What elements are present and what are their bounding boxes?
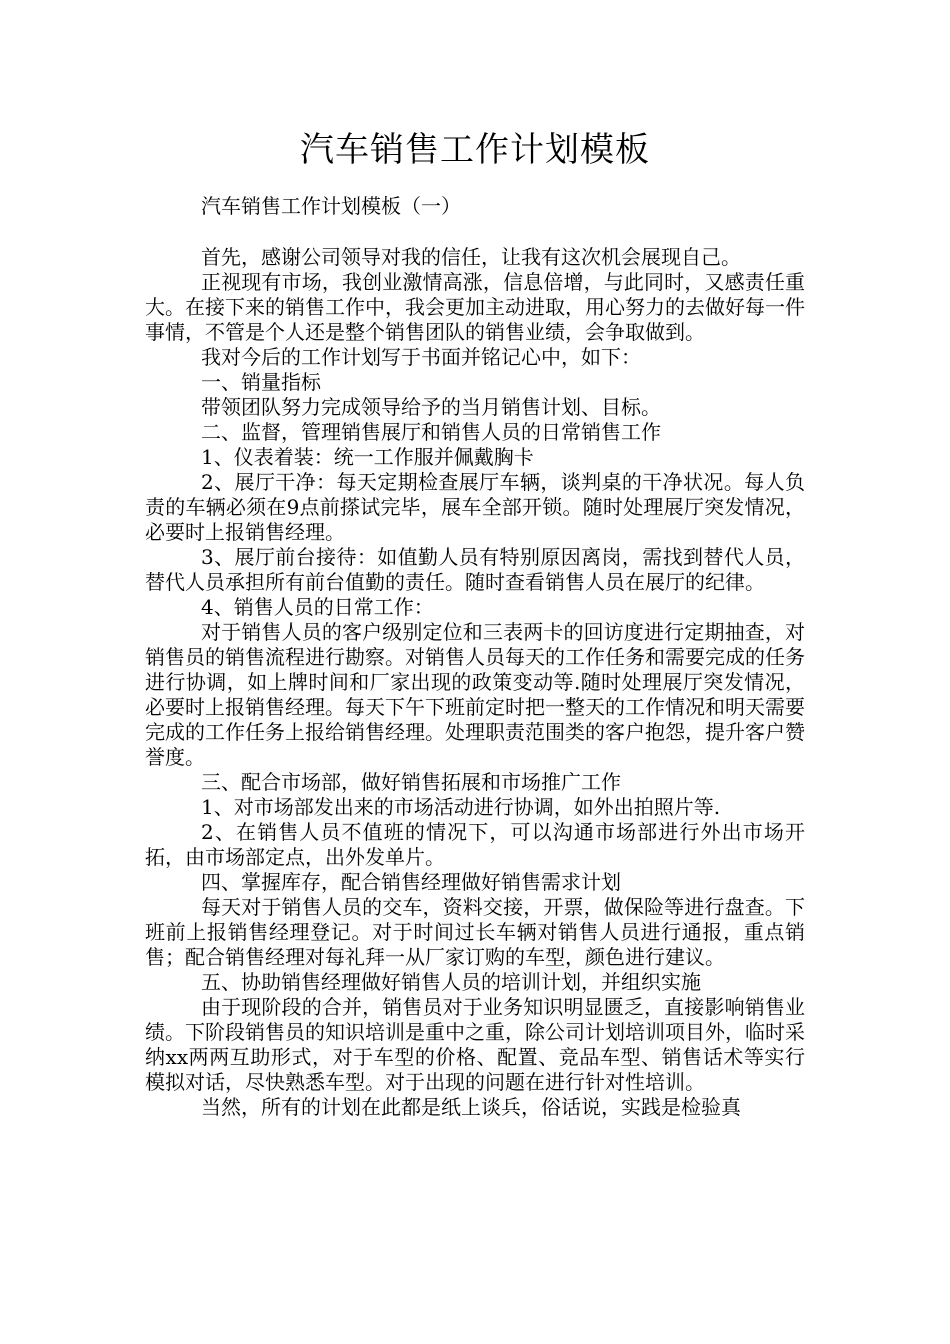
- list-item: 2、在销售人员不值班的情况下，可以沟通市场部进行外出市场开拓，由市场部定点，出外发单片。: [145, 820, 805, 869]
- list-item: 1、仪表着装：统一工作服并佩戴胸卡: [201, 445, 534, 469]
- document-body: [145, 245, 805, 1120]
- list-item: 3、展厅前台接待：如值勤人员有特别原因离岗，需找到替代人员，替代人员承担所有前台值勤的责任。随时查看销售人员在展厅的纪律。: [145, 545, 805, 594]
- paragraph: 首先，感谢公司领导对我的信任，让我有这次机会展现自己。: [201, 245, 741, 269]
- paragraph: 我对今后的工作计划写于书面并铭记心中，如下：: [201, 345, 641, 369]
- paragraph: 由于现阶段的合并，销售员对于业务知识明显匮乏，直接影响销售业绩。下阶段销售员的知识培训是重中之重，除公司计划培训项目外，临时采纳xx两两互助形式，对于车型的价格、配置、竞品车型、销售话术等实行模拟对话，尽快熟悉车型。对于出现的问题在进行针对性培训。: [145, 995, 805, 1094]
- list-item: 2、展厅干净：每天定期检查展厅车辆，谈判桌的干净状况。每人负责的车辆必须在9点前搽试完毕，展车全部开锁。随时处理展厅突发情况，必要时上报销售经理。: [145, 470, 805, 544]
- paragraph: 正视现有市场，我创业激情高涨，信息倍增，与此同时，又感责任重大。在接下来的销售工作中，我会更加主动进取，用心努力的去做好每一件事情，不管是个人还是整个销售团队的销售业绩，会争取做到。: [145, 270, 805, 344]
- section-heading: 三、配合市场部，做好销售拓展和市场推广工作: [201, 770, 621, 794]
- section-heading: 二、监督，管理销售展厅和销售人员的日常销售工作: [201, 420, 661, 444]
- section-heading: 五、协助销售经理做好销售人员的培训计划，并组织实施: [201, 970, 701, 994]
- paragraph: 每天对于销售人员的交车，资料交接，开票，做保险等进行盘查。下班前上报销售经理登记。对于时间过长车辆对销售人员进行通报，重点销售；配合销售经理对每礼拜一从厂家订购的车型，颜色进行建议。: [145, 895, 805, 969]
- paragraph: 当然，所有的计划在此都是纸上谈兵，俗话说，实践是检验真: [201, 1095, 741, 1119]
- document-title: 汽车销售工作计划模板: [300, 130, 650, 170]
- list-item: 1、对市场部发出来的市场活动进行协调，如外出拍照片等.: [201, 795, 721, 819]
- document-page: [145, 125, 805, 1120]
- document-subtitle: 汽车销售工作计划模板（一）: [201, 194, 461, 218]
- paragraph: 对于销售人员的客户级别定位和三表两卡的回访度进行定期抽查，对销售员的销售流程进行勘察。对销售人员每天的工作任务和需要完成的任务进行协调，如上牌时间和厂家出现的政策变动等.随时处理展厅突发情况，必要时上报销售经理。每天下午下班前定时把一整天的工作情况和明天需要完成的工作任务上报给销售经理。处理职责范围类的客户抱怨，提升客户赞誉度。: [145, 620, 805, 769]
- paragraph: 带领团队努力完成领导给予的当月销售计划、目标。: [201, 395, 661, 419]
- section-heading: 四、掌握库存，配合销售经理做好销售需求计划: [201, 870, 621, 894]
- section-heading: 一、销量指标: [201, 370, 321, 394]
- list-item: 4、销售人员的日常工作：: [201, 595, 434, 619]
